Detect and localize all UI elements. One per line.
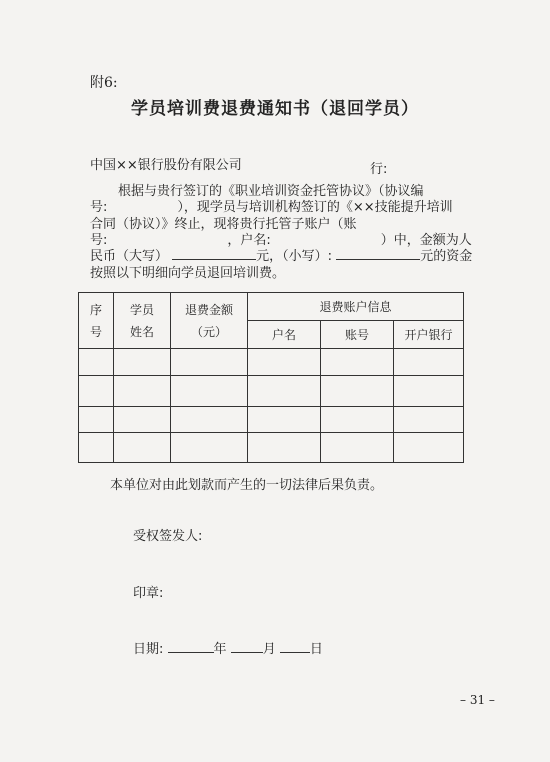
table-cell[interactable]	[79, 433, 114, 463]
table-cell[interactable]	[114, 433, 171, 463]
header-student-name: 学员 姓名	[114, 293, 171, 349]
addressee-suffix: 行:	[370, 162, 388, 177]
month-label: 月	[262, 642, 276, 657]
header-bank-name: 开户银行	[394, 321, 464, 349]
document-title: 学员培训费退费通知书（退回学员）	[131, 99, 419, 119]
table-cell[interactable]	[321, 376, 394, 407]
amount-intro: ）中，金额为人	[380, 233, 472, 248]
month-blank[interactable]	[231, 640, 263, 653]
amount-figures-blank[interactable]	[336, 247, 420, 260]
date-label: 日期:	[133, 642, 164, 657]
table-cell[interactable]	[79, 376, 114, 407]
header-account-info: 退费账户信息	[248, 293, 464, 321]
amount-words-blank[interactable]	[172, 247, 256, 260]
table-cell[interactable]	[114, 349, 171, 376]
refund-table	[78, 292, 464, 463]
table-cell[interactable]	[114, 407, 171, 433]
table-cell[interactable]	[248, 349, 321, 376]
day-label: 日	[309, 642, 323, 657]
header-account-name: 户名	[248, 321, 321, 349]
liability-statement: 本单位对由此划款而产生的一切法律后果负责。	[110, 478, 384, 493]
amount-unit-text: 元的资金	[420, 249, 473, 264]
body-line-2-label: 号:	[90, 200, 108, 215]
table-cell[interactable]	[394, 407, 464, 433]
table-cell[interactable]	[321, 349, 394, 376]
body-line-3: 合同（协议）》终止，现将贵行托管子账户（账	[90, 217, 357, 232]
header-seq: 序 号	[79, 293, 114, 349]
annex-label: 附6:	[90, 75, 118, 91]
header-account-number: 账号	[321, 321, 394, 349]
table-row	[79, 349, 464, 376]
table-cell[interactable]	[171, 433, 248, 463]
table-cell[interactable]	[171, 407, 248, 433]
addressee-line	[90, 154, 242, 173]
amount-figures-label: 元，（小写）:	[256, 249, 333, 264]
table-cell[interactable]	[79, 349, 114, 376]
table-cell[interactable]	[114, 376, 171, 407]
table-cell[interactable]	[321, 407, 394, 433]
year-label: 年	[213, 642, 227, 657]
seal-label: 印章:	[133, 586, 164, 601]
table-cell[interactable]	[394, 433, 464, 463]
table-row	[79, 376, 464, 407]
page-number: – 31 –	[460, 693, 495, 707]
table-cell[interactable]	[394, 349, 464, 376]
table-cell[interactable]	[171, 349, 248, 376]
body-line-6: 按照以下明细向学员退回培训费。	[90, 266, 286, 281]
table-cell[interactable]	[394, 376, 464, 407]
table-row	[79, 433, 464, 463]
year-blank[interactable]	[168, 640, 214, 653]
table-cell[interactable]	[248, 433, 321, 463]
header-refund-amount: 退费金额 （元）	[171, 293, 248, 349]
table-cell[interactable]	[248, 407, 321, 433]
amount-words-label: 民币（大写）	[90, 249, 169, 264]
addressee-bank: 中国××银行股份有限公司	[90, 158, 242, 173]
authorized-signer-label: 受权签发人:	[133, 529, 203, 544]
table-cell[interactable]	[248, 376, 321, 407]
table-cell[interactable]	[171, 376, 248, 407]
body-line-1: 根据与贵行签订的《职业培训资金托管协议》（协议编	[118, 184, 424, 199]
account-number-label: 号:	[90, 233, 108, 248]
date-line	[133, 638, 323, 657]
table-cell[interactable]	[321, 433, 394, 463]
body-line-2-rest: ），现学员与培训机构签订的《××技能提升培训	[177, 200, 453, 215]
day-blank[interactable]	[280, 640, 310, 653]
table-cell[interactable]	[79, 407, 114, 433]
table-row	[79, 407, 464, 433]
account-name-label: ，户名:	[227, 233, 271, 248]
table-header-row	[79, 293, 464, 321]
